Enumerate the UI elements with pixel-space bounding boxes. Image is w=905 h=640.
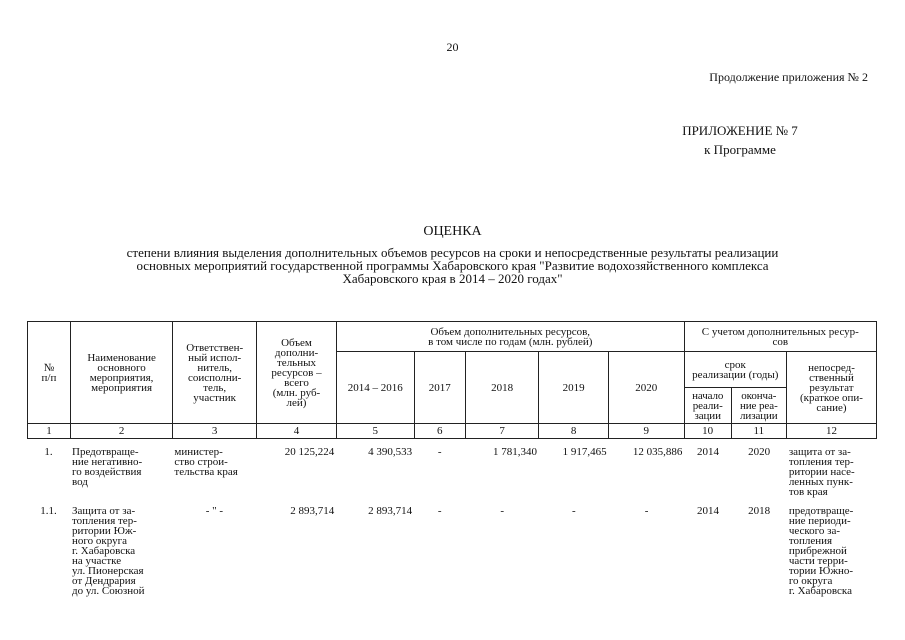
- text-line: топления: [788, 535, 833, 547]
- column-number: 1: [28, 424, 71, 439]
- text-line: - " -: [205, 505, 224, 517]
- header-num: [28, 322, 71, 424]
- subtitle-line-1: степени влияния выделения дополнительных объемов ресурсов на сроки и непосредственные результаты реализации: [126, 245, 779, 260]
- document-subtitle: [60, 246, 845, 285]
- table-row: [27, 503, 877, 606]
- row-2014-2016: 4 390,533: [368, 446, 413, 458]
- text-line: защита от за-: [788, 446, 851, 458]
- text-line: Защита от за-: [72, 505, 136, 517]
- text-line: топления тер-: [788, 456, 854, 468]
- column-number: 2: [70, 424, 172, 439]
- header-name: [70, 322, 172, 424]
- text-line: тельных: [277, 356, 316, 369]
- assessment-table-body: [27, 444, 877, 606]
- assessment-table-header: [27, 321, 877, 439]
- document-title: ОЦЕНКА: [423, 224, 482, 239]
- header-year-2018: 2018: [465, 352, 539, 424]
- text-line: Предотвраще-: [72, 446, 139, 458]
- header-with-account: [684, 322, 876, 352]
- header-year-2020: 2020: [608, 352, 684, 424]
- text-line: мероприятия: [91, 381, 153, 394]
- text-line: тель,: [203, 381, 227, 394]
- text-line: п/п: [41, 371, 57, 384]
- text-line: тов края: [788, 486, 828, 498]
- text-line: го округа: [788, 575, 833, 587]
- row-end: 2020: [748, 446, 771, 458]
- text-line: всего: [284, 376, 309, 389]
- header-term: [684, 352, 786, 388]
- column-number: 7: [465, 424, 539, 439]
- text-line: ресурсов –: [271, 366, 322, 379]
- row-num: 1.1.: [40, 505, 57, 517]
- column-number: 6: [414, 424, 465, 439]
- row-total: 20 125,224: [284, 446, 335, 458]
- header-responsible: [173, 322, 257, 424]
- row-result: [787, 503, 877, 606]
- text-line: на участке: [72, 555, 122, 567]
- text-line: Объем: [281, 336, 312, 349]
- row-2017: -: [437, 505, 442, 517]
- column-number: 12: [786, 424, 876, 439]
- text-line: (млн. руб-: [272, 386, 321, 399]
- text-line: г. Хабаровска: [788, 585, 852, 597]
- text-line: сание): [816, 401, 847, 414]
- row-2018: -: [500, 505, 504, 517]
- text-line: сов: [772, 335, 789, 348]
- text-line: ный испол-: [188, 351, 242, 364]
- header-start: [684, 388, 731, 424]
- column-number: 4: [257, 424, 337, 439]
- text-line: ул. Пионерская: [72, 565, 144, 577]
- text-line: вод: [72, 476, 88, 488]
- text-line: в том числе по годам (млн. рублей): [428, 335, 593, 348]
- row-total: 2 893,714: [290, 505, 335, 517]
- header-volume: [257, 322, 337, 424]
- row-end: 2018: [748, 505, 771, 517]
- text-line: реализации (годы): [692, 368, 779, 381]
- text-line: топления тер-: [72, 515, 137, 527]
- text-line: зации: [694, 409, 721, 422]
- text-line: ние негативно-: [72, 456, 143, 468]
- header-result: [786, 352, 876, 424]
- text-line: го воздействия: [72, 466, 142, 478]
- header-year-2014-2016: 2014 – 2016: [336, 352, 414, 424]
- text-line: ритории Юж-: [72, 525, 137, 537]
- text-line: ство строи-: [174, 456, 228, 468]
- text-line: ленных пунк-: [788, 476, 853, 488]
- text-line: лизации: [740, 409, 778, 422]
- row-result: [787, 444, 877, 503]
- text-line: г. Хабаровска: [72, 545, 136, 557]
- text-line: лей): [286, 396, 307, 409]
- row-start: 2014: [696, 446, 719, 458]
- row-2019: -: [571, 505, 576, 517]
- text-line: ние реа-: [739, 399, 778, 412]
- text-line: основного: [97, 361, 146, 374]
- header-year-2019: 2019: [539, 352, 609, 424]
- text-line: непосред-: [808, 361, 855, 374]
- row-name: [70, 503, 172, 606]
- text-line: министер-: [174, 446, 223, 458]
- row-2014-2016: 2 893,714: [368, 505, 413, 517]
- column-number: 10: [684, 424, 731, 439]
- row-2018: 1 781,340: [493, 446, 538, 458]
- text-line: С учетом дополнительных ресур-: [701, 325, 859, 338]
- text-line: результат: [809, 381, 854, 394]
- page-number: 20: [446, 40, 459, 54]
- text-line: (краткое опи-: [800, 391, 863, 404]
- column-numbers-row: [28, 424, 877, 439]
- text-line: Ответствен-: [186, 341, 244, 354]
- row-name: [70, 444, 172, 503]
- text-line: №: [43, 361, 55, 374]
- subtitle-line-3: Хабаровского края в 2014 – 2020 годах": [342, 271, 563, 286]
- column-number: 11: [731, 424, 786, 439]
- text-line: мероприятия,: [89, 371, 154, 384]
- text-line: срок: [724, 358, 746, 371]
- text-line: реали-: [692, 399, 723, 412]
- text-line: участник: [193, 391, 237, 404]
- text-line: ритории насе-: [788, 466, 855, 478]
- row-2020: -: [644, 505, 649, 517]
- text-line: прибрежной: [788, 545, 847, 557]
- table-row: [27, 444, 877, 503]
- text-line: оконча-: [741, 389, 777, 402]
- appendix-line-2: к Программе: [704, 142, 776, 157]
- header-year-2017: 2017: [414, 352, 465, 424]
- text-line: до ул. Союзной: [72, 585, 145, 597]
- text-line: Объем дополнительных ресурсов,: [430, 325, 591, 338]
- text-line: от Дендрария: [72, 575, 136, 587]
- continuation-note: Продолжение приложения № 2: [709, 70, 868, 84]
- row-2019: 1 917,465: [562, 446, 607, 458]
- row-responsible: [172, 444, 256, 503]
- text-line: ного округа: [72, 535, 127, 547]
- column-number: 5: [336, 424, 414, 439]
- row-2017: -: [437, 446, 442, 458]
- text-line: тории Южно-: [788, 565, 854, 577]
- text-line: нитель,: [197, 361, 233, 374]
- text-line: Наименование: [87, 351, 156, 364]
- column-number: 3: [173, 424, 257, 439]
- row-num: 1.: [44, 446, 53, 458]
- text-line: соисполни-: [188, 371, 242, 384]
- column-number: 8: [539, 424, 609, 439]
- text-line: начало: [692, 389, 724, 402]
- text-line: дополни-: [274, 346, 319, 359]
- text-line: тельства края: [174, 466, 238, 478]
- text-line: предотвраще-: [788, 505, 854, 517]
- row-start: 2014: [696, 505, 719, 517]
- text-line: ческого за-: [788, 525, 841, 537]
- subtitle-line-2: основных мероприятий государственной программы Хабаровского края "Развитие водохозяйственного комплекса: [136, 258, 769, 273]
- row-2020: 12 035,886: [632, 446, 683, 458]
- appendix-heading: [640, 121, 840, 159]
- text-line: ственный: [809, 371, 854, 384]
- text-line: ние периоди-: [788, 515, 851, 527]
- row-responsible: [172, 503, 256, 606]
- header-end: [731, 388, 786, 424]
- header-additional-resources: [336, 322, 684, 352]
- text-line: части терри-: [788, 555, 848, 567]
- appendix-line-1: ПРИЛОЖЕНИЕ № 7: [682, 123, 798, 138]
- column-number: 9: [608, 424, 684, 439]
